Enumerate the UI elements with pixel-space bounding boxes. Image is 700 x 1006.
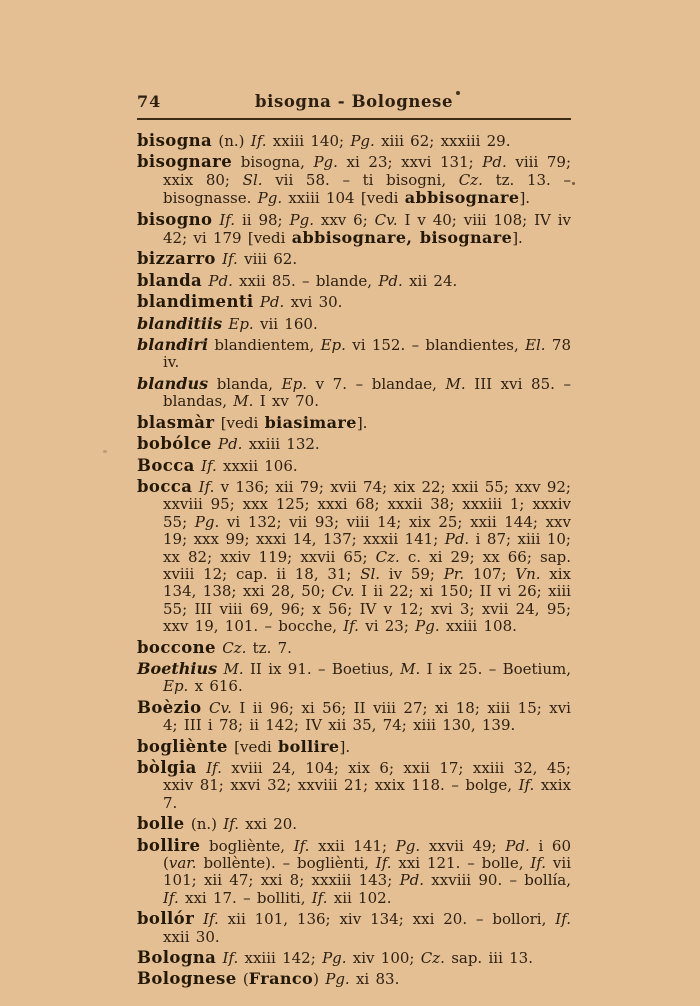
entry-text: xix 134, 138; xxi 28, 50; — [163, 564, 571, 601]
headword: blandimenti — [137, 292, 254, 312]
headword: bisognare — [137, 152, 233, 172]
cross-reference: abbisognare, bisognare — [291, 228, 513, 248]
headword: blanditiis — [137, 313, 223, 333]
entry-text: xxvii 49; — [420, 836, 506, 855]
work-abbreviation: If. — [206, 759, 222, 777]
entry-text: vii 58. – ti bisogni, — [262, 170, 459, 189]
entry-text: ]. — [512, 229, 523, 248]
entry-text — [197, 759, 206, 777]
page-number: 74 — [137, 92, 162, 111]
headword: bisogno — [137, 209, 213, 229]
entry-text — [194, 910, 203, 928]
headword: blanda — [137, 270, 203, 290]
work-abbreviation: Pg. — [257, 189, 283, 208]
entry-text: I ix 25. – Boetium, — [420, 659, 571, 678]
work-abbreviation: If. — [343, 617, 359, 636]
entry-text: ]. — [356, 413, 368, 432]
entry-text: I xv 70. — [253, 392, 319, 411]
entry-text: xxiii 140; — [266, 132, 351, 150]
work-abbreviation: If. — [375, 854, 392, 873]
work-abbreviation: If. — [203, 910, 219, 929]
work-abbreviation: Pg. — [194, 512, 220, 531]
entry-text: bollènte). – bogliènti, — [196, 854, 376, 873]
work-abbreviation: If. — [222, 949, 239, 968]
work-abbreviation: Ep. — [281, 374, 307, 393]
entry-text: xxiii 108. — [439, 617, 517, 636]
entry — [137, 211, 571, 248]
entry-text: II ix 91. – Boetius, — [243, 659, 401, 678]
entry-text: 78 iv. — [163, 336, 572, 372]
work-abbreviation: If. — [201, 456, 217, 475]
work-abbreviation: Pd. — [482, 153, 507, 172]
entry — [137, 336, 571, 372]
work-abbreviation: If. — [223, 815, 239, 834]
page-content — [137, 92, 571, 992]
work-abbreviation: Ep. — [163, 677, 189, 696]
headword: bolle — [137, 814, 185, 834]
entry-text: xxii 85. – blande, — [232, 271, 379, 290]
work-abbreviation: Pg. — [322, 949, 347, 968]
entry-text: I v 40; viii 108; IV iv 42; vi 179 [vedi — [163, 210, 571, 248]
entry-text: v 136; xii 79; xvii 74; xix 22; xxii 55; xxv 92; xxviii 95; xxx 125; xxxi 68; xxxii 38; xxxiii 1; xxxiv 55; — [163, 477, 571, 531]
work-abbreviation: Sl. — [242, 170, 263, 189]
work-abbreviation: Sl. — [360, 564, 381, 583]
work-abbreviation: Pd. — [444, 530, 470, 549]
entry-text: bisogna, — [232, 153, 314, 172]
entry-text: ( — [236, 970, 249, 989]
entry — [137, 949, 571, 967]
work-abbreviation: Cz. — [458, 170, 483, 189]
entry — [137, 837, 571, 908]
work-abbreviation: Pd. — [208, 271, 233, 290]
work-abbreviation: var. — [168, 854, 197, 873]
headword: blasmàr — [137, 412, 215, 432]
work-abbreviation: Pg. — [313, 153, 338, 172]
work-abbreviation: Pg. — [350, 132, 375, 150]
cross-reference: bollire — [277, 736, 340, 756]
entry-text: xvi 30. — [284, 293, 343, 312]
entry-text: bogliènte, — [200, 836, 294, 855]
entry-text: xxi 20. — [238, 815, 298, 834]
entry-text: I ii 96; xi 56; II viii 27; xi 18; xiii 15; xvi 4; III i 78; ii 142; IV xii 35, 74; xiii 130, 139. — [163, 698, 571, 735]
entry-text: i 87; xiii 10; xx 82; xxiv 119; xxvii 65; — [163, 530, 571, 566]
headword: bogliènte — [137, 736, 228, 756]
entry-text: xviii 24, 104; xix 6; xxii 17; xxiii 32, 45; xxiv 81; xxvi 32; xxviii 21; xxix 118. – bolge, — [163, 759, 571, 795]
entry-text: v 7. – blandae, — [306, 374, 446, 393]
entry-text: xxix 7. — [163, 776, 571, 812]
running-head: bisogna - Bolognese — [254, 92, 454, 111]
work-abbreviation: If. — [555, 910, 571, 929]
work-abbreviation: M. — [233, 392, 254, 411]
entry-text: c. xi 29; xx 66; sap. xviii 12; cap. ii 18, 31; — [163, 547, 572, 583]
entry-text: [vedi — [214, 413, 265, 432]
entry-text: xi 23; xxvi 131; — [337, 153, 483, 172]
headword: bisogna — [137, 131, 213, 150]
work-abbreviation: Ep. — [228, 314, 254, 333]
entry-text: (n.) — [212, 132, 251, 150]
entry — [137, 910, 571, 946]
work-abbreviation: M. — [445, 374, 466, 393]
entry — [137, 272, 571, 290]
entry — [137, 660, 571, 696]
entry-text: xxii 30. — [163, 927, 220, 946]
work-abbreviation: Pd. — [217, 435, 243, 454]
entry — [137, 250, 571, 268]
entry — [137, 435, 571, 453]
cross-reference: biasimare — [264, 412, 357, 432]
work-abbreviation: If. — [293, 836, 310, 855]
entry-text: iv 59; — [380, 564, 444, 583]
entry — [137, 457, 571, 475]
work-abbreviation: Cv. — [331, 582, 355, 601]
entry — [137, 759, 571, 812]
entry-text: viii 79; xxix 80; — [163, 153, 572, 189]
entry — [137, 699, 571, 735]
entry — [137, 970, 571, 988]
work-abbreviation: Pg. — [289, 210, 314, 229]
work-abbreviation: Pg. — [395, 836, 421, 855]
entry-text: xxi 17. – bolliti, — [178, 888, 312, 907]
work-abbreviation: Pd. — [259, 293, 285, 312]
headword: bobólce — [137, 434, 212, 454]
work-abbreviation: Pg. — [415, 617, 440, 636]
entry — [137, 478, 571, 636]
work-abbreviation: M. — [400, 659, 421, 678]
entry — [137, 375, 571, 411]
entry-text: ii 98; — [235, 210, 290, 229]
work-abbreviation: If. — [250, 132, 267, 150]
entry — [137, 639, 571, 657]
entry-text: x 616. — [188, 677, 243, 696]
work-abbreviation: El. — [525, 336, 546, 355]
entry — [137, 153, 571, 207]
work-abbreviation: Cz. — [420, 949, 445, 968]
work-abbreviation: If. — [518, 776, 535, 795]
entry-text: xii 24. — [402, 271, 458, 290]
entry-text: xxiii 104 [vedi — [282, 189, 405, 208]
work-abbreviation: If. — [222, 250, 238, 269]
entry-text: (n.) — [184, 815, 224, 834]
entry-text: xiii 62; xxxiii 29. — [374, 132, 511, 150]
headword: Boethius — [137, 658, 218, 678]
entry-text: sap. iii 13. — [444, 949, 533, 968]
header-rule — [137, 118, 571, 120]
entry-text: xxiii 142; — [238, 949, 323, 968]
headword: boccone — [137, 637, 216, 657]
entry-text: xiv 100; — [346, 949, 421, 968]
entry-text: xxii 141; — [309, 836, 396, 855]
entry-text: xxi 121. – bolle, — [391, 854, 531, 873]
entry-text: xxv 6; — [313, 210, 375, 229]
entry — [137, 414, 571, 432]
work-abbreviation: Pd. — [378, 271, 403, 290]
headword: blandiri — [137, 335, 209, 355]
work-abbreviation: Pd. — [399, 871, 425, 890]
entry-text: I ii 22; xi 150; II vi 26; xiii 55; III viii 69, 96; x 56; IV v 12; xvi 3; xvii 24, 95; xxv 19, 101. – bocche, — [163, 582, 571, 636]
entry-text: ) — [313, 970, 326, 989]
work-abbreviation: Pg. — [325, 970, 350, 989]
entry-text: vi 152. – blandientes, — [345, 336, 526, 355]
work-abbreviation: Vn. — [515, 564, 541, 583]
work-abbreviation: Pr. — [443, 564, 465, 583]
headword: bizzarro — [137, 249, 216, 269]
entry — [137, 132, 571, 150]
work-abbreviation: Cv. — [208, 698, 232, 717]
entry-text: tz. 13. – bisognasse. — [163, 170, 571, 208]
entry — [137, 315, 571, 333]
work-abbreviation: Cv. — [374, 210, 398, 229]
entry-text — [202, 699, 209, 717]
entry-text: 107; — [464, 564, 516, 583]
page-header — [137, 92, 571, 111]
headword: Boèzio — [137, 697, 202, 717]
entry — [137, 293, 571, 311]
entry-text: xi 83. — [349, 970, 400, 989]
work-abbreviation: If. — [219, 210, 236, 229]
work-abbreviation: M. — [223, 659, 244, 678]
headword: blandus — [137, 373, 209, 393]
ink-speck — [103, 450, 107, 453]
work-abbreviation: If. — [530, 854, 547, 873]
entry-text: vi 23; — [358, 617, 416, 636]
entry-text: tz. 7. — [246, 638, 292, 657]
headword: bollór — [137, 909, 195, 929]
entry-text: vii 160. — [253, 314, 318, 333]
headword: bòlgia — [137, 758, 197, 777]
entry-text: xxviii 90. – bollía, — [424, 871, 571, 890]
entry-text: blanda, — [208, 374, 282, 393]
work-abbreviation: Cz. — [375, 547, 400, 566]
headword: bocca — [137, 476, 193, 496]
entry-text: ]. — [519, 189, 531, 208]
work-abbreviation: If. — [198, 477, 215, 496]
work-abbreviation: Ep. — [320, 336, 346, 355]
cross-reference: abbisognare — [404, 188, 520, 208]
entry-text: ]. — [339, 737, 351, 756]
cross-reference: Franco — [248, 969, 314, 989]
entry-text: xxxii 106. — [216, 456, 298, 475]
headword: bollire — [137, 835, 201, 855]
entry-text: blandientem, — [208, 336, 321, 355]
entry-text: III xvi 85. – blandas, — [163, 374, 571, 411]
entry-text: vii 101; xii 47; xxi 8; xxxiii 143; — [163, 854, 571, 890]
headword: Bocca — [137, 455, 195, 475]
entry-text: i 60 ( — [163, 836, 571, 873]
entry-text: xxiii 132. — [242, 435, 320, 454]
entries — [137, 132, 571, 989]
entry — [137, 738, 571, 756]
headword: Bolognese — [137, 969, 237, 989]
entry-text: [vedi — [227, 737, 278, 756]
entry-text: vi 132; vii 93; viii 14; xix 25; xxii 144; xxv 19; xxx 99; xxxi 14, 137; xxxii 141; — [163, 512, 571, 549]
entry — [137, 815, 571, 833]
work-abbreviation: If. — [163, 888, 179, 907]
work-abbreviation: Cz. — [222, 638, 247, 657]
work-abbreviation: If. — [311, 888, 328, 907]
headword: Bologna — [137, 948, 217, 968]
work-abbreviation: Pd. — [505, 836, 530, 855]
entry-text: xii 102. — [327, 888, 392, 907]
entry-text: xii 101, 136; xiv 134; xxi 20. – bollori, — [218, 910, 556, 929]
entry-text: viii 62. — [237, 250, 298, 269]
ink-speck — [572, 182, 575, 185]
